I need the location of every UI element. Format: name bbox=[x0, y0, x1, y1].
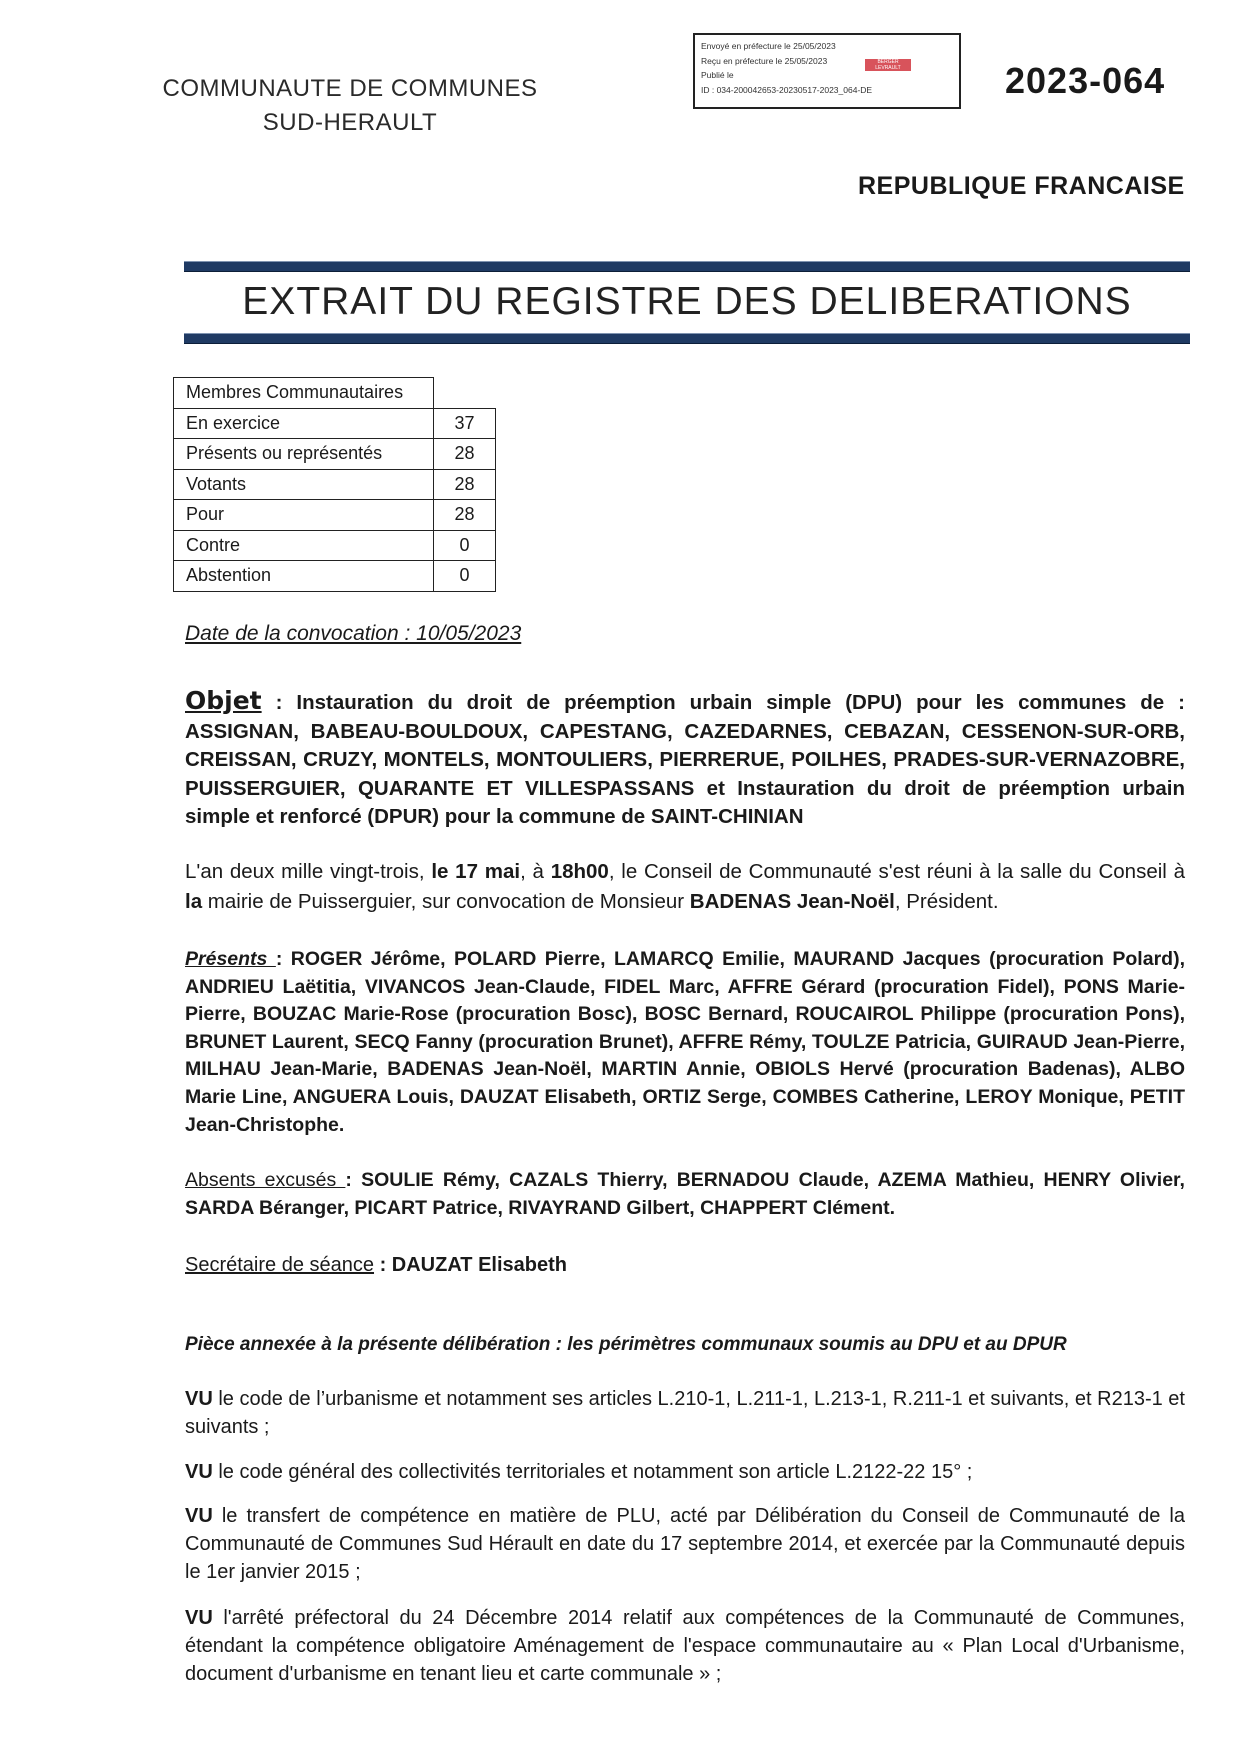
stamp-line-published: Publié le bbox=[701, 70, 734, 80]
vu-text: le transfert de compétence en matière de PLU, acté par Délibération du Conseil de Communauté de la Communauté de Communes Sud Hérault en date du 17 septembre 2014, et exercée par la Communauté depuis le 1er janvier 2015 ; bbox=[185, 1505, 1185, 1583]
row-value: 0 bbox=[434, 561, 496, 592]
absents-label: Absents excusés bbox=[185, 1169, 346, 1191]
table-row bbox=[174, 530, 496, 561]
table-row bbox=[174, 469, 496, 500]
country-heading: REPUBLIQUE FRANCAISE bbox=[858, 172, 1185, 200]
vu-item bbox=[185, 1604, 1185, 1688]
header-spacer-cell bbox=[434, 378, 496, 409]
organization-line-2: SUD-HERAULT bbox=[262, 109, 438, 136]
row-value: 28 bbox=[434, 439, 496, 470]
objet-paragraph bbox=[185, 687, 1185, 832]
meeting-text: , Président. bbox=[894, 890, 999, 913]
row-value: 28 bbox=[434, 469, 496, 500]
meeting-date: le 17 mai bbox=[431, 860, 521, 883]
objet-label: Objet bbox=[185, 686, 262, 715]
row-value: 0 bbox=[434, 530, 496, 561]
title-rule-bottom bbox=[184, 333, 1190, 344]
organization-line-1: COMMUNAUTE DE COMMUNES bbox=[162, 75, 538, 102]
stamp-line-id: ID : 034-200042653-20230517-2023_064-DE bbox=[701, 84, 873, 95]
row-label: Présents ou représentés bbox=[174, 439, 434, 470]
president-name: BADENAS Jean-Noël bbox=[689, 890, 895, 913]
vu-text: le code général des collectivités territoriales et notamment son article L.2122-22 15° ; bbox=[212, 1461, 973, 1483]
secretaire-paragraph bbox=[185, 1251, 1185, 1279]
document-title: EXTRAIT DU REGISTRE DES DELIBERATIONS bbox=[242, 280, 1132, 323]
vu-label: VU bbox=[185, 1388, 213, 1410]
meeting-text-bold: la bbox=[185, 890, 203, 913]
members-table-header-row bbox=[174, 378, 496, 409]
table-row bbox=[174, 439, 496, 470]
vu-label: VU bbox=[185, 1607, 213, 1629]
vu-text: l'arrêté préfectoral du 24 Décembre 2014 relatif aux compétences de la Communauté de Communes, étendant la compétence obligatoire Aménagement de l'espace communautaire au « Plan Local d'Urbanisme, document d'urbanisme en tenant lieu et carte communale » ; bbox=[185, 1607, 1185, 1685]
presents-list: : ROGER Jérôme, POLARD Pierre, LAMARCQ Emilie, MAURAND Jacques (procuration Polard), ANDRIEU Laëtitia, VIVANCOS Jean-Claude, FIDEL Marc, AFFRE Gérard (procuration Fidel), PONS Marie-Pierre, BOUZAC Marie-Rose (procuration Bosc), BOSC Bernard, ROUCAIROL Philippe (procuration Pons), BRUNET Laurent, SECQ Fanny (procuration Brunet), AFFRE Rémy, TOULZE Patricia, GUIRAUD Jean-Pierre, MILHAU Jean-Marie, BADENAS Jean-Noël, MARTIN Annie, OBIOLS Hervé (procuration Badenas), ALBO Marie Line, ANGUERA Louis, DAUZAT Elisabeth, ORTIZ Serge, COMBES Catherine, LEROY Monique, PETIT Jean-Christophe. bbox=[185, 948, 1185, 1136]
vu-item bbox=[185, 1385, 1185, 1441]
meeting-paragraph bbox=[185, 857, 1185, 917]
meeting-text: , le Conseil de Communauté s'est réuni à la salle du Conseil à bbox=[608, 860, 1185, 883]
members-table bbox=[173, 377, 496, 592]
row-value: 37 bbox=[434, 408, 496, 439]
title-rule-top bbox=[184, 261, 1190, 272]
meeting-text: L'an deux mille vingt-trois, bbox=[185, 860, 432, 883]
deliberation-number: 2023-064 bbox=[1005, 60, 1166, 101]
row-label: Pour bbox=[174, 500, 434, 531]
stamp-line-sent: Envoyé en préfecture le 25/05/2023 bbox=[701, 41, 836, 51]
meeting-text: mairie de Puisserguier, sur convocation de Monsieur bbox=[202, 890, 690, 913]
table-row bbox=[174, 500, 496, 531]
berger-levrault-logo: BERGER LEVRAULT bbox=[865, 59, 911, 71]
meeting-time: 18h00 bbox=[550, 860, 609, 883]
organization-name bbox=[150, 72, 550, 140]
vu-label: VU bbox=[185, 1505, 213, 1527]
vu-label: VU bbox=[185, 1461, 213, 1483]
stamp-line-received: Reçu en préfecture le 25/05/2023 bbox=[701, 55, 828, 66]
presents-paragraph bbox=[185, 946, 1185, 1139]
objet-text: : Instauration du droit de préemption urbain simple (DPU) pour les communes de : ASSIGNAN, BABEAU-BOULDOUX, CAPESTANG, CAZEDARNES, CEBAZAN, CESSENON-SUR-ORB, CREISSAN, CRUZY, MONTELS, MONTOULIERS, PIERRERUE, POILHES, PRADES-SUR-VERNAZOBRE, PUISSERGUIER, QUARANTE ET VILLESPASSANS et Instauration du droit de préemption urbain simple et renforcé (DPUR) pour la commune de SAINT-CHINIAN bbox=[185, 691, 1185, 828]
row-label: Abstention bbox=[174, 561, 434, 592]
row-label: Contre bbox=[174, 530, 434, 561]
presents-label: Présents bbox=[185, 948, 276, 970]
vu-item bbox=[185, 1502, 1185, 1586]
convocation-date: Date de la convocation : 10/05/2023 bbox=[185, 622, 522, 645]
annexe-note: Pièce annexée à la présente délibération : les périmètres communaux soumis au DPU et au DPUR bbox=[185, 1334, 1067, 1355]
table-row bbox=[174, 561, 496, 592]
table-row bbox=[174, 408, 496, 439]
row-value: 28 bbox=[434, 500, 496, 531]
secretaire-name: : DAUZAT Elisabeth bbox=[374, 1254, 567, 1276]
prefecture-stamp bbox=[693, 33, 961, 109]
absents-paragraph bbox=[185, 1167, 1185, 1222]
row-label: Votants bbox=[174, 469, 434, 500]
vu-item bbox=[185, 1458, 1185, 1486]
secretaire-label: Secrétaire de séance bbox=[185, 1254, 375, 1276]
meeting-text: , à bbox=[520, 860, 551, 883]
vu-text: le code de l’urbanisme et notamment ses articles L.210-1, L.211-1, L.213-1, R.211-1 et suivants, et R213-1 et suivants ; bbox=[185, 1388, 1185, 1438]
absents-list: : SOULIE Rémy, CAZALS Thierry, BERNADOU Claude, AZEMA Mathieu, HENRY Olivier, SARDA Béranger, PICART Patrice, RIVAYRAND Gilbert, CHAPPERT Clément. bbox=[185, 1169, 1185, 1219]
members-table-header: Membres Communautaires bbox=[174, 378, 434, 409]
row-label: En exercice bbox=[174, 408, 434, 439]
